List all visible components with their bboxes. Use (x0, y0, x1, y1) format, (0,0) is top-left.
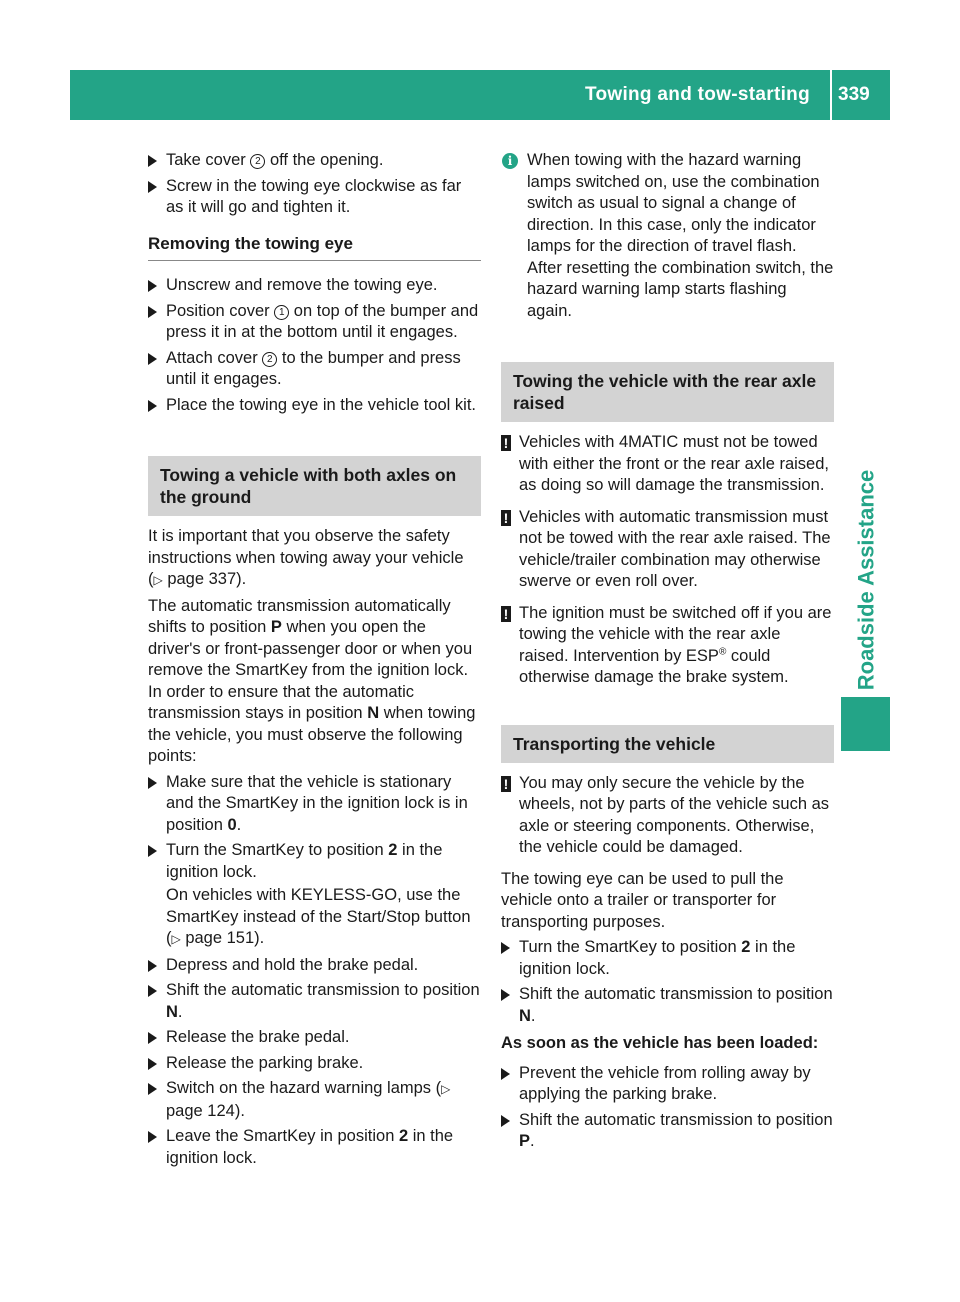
warning-text: You may only secure the vehicle by the wheels, not by parts of the vehicle such as axle or steering components. Otherwise, the vehicle could be damaged. (519, 773, 830, 856)
page-ref-arrow-icon: ▷ (171, 932, 181, 946)
info-note (501, 150, 834, 322)
para-text: It is important that you observe the safety instructions when towing away your vehicle ( (148, 527, 464, 588)
step-screw-in (148, 176, 481, 219)
position-label: 2 (388, 841, 398, 859)
side-tab-marker (841, 697, 890, 751)
para-text: when towing the vehicle, you must observe the following points: (148, 704, 476, 765)
step-text: Release the parking brake. (166, 1053, 364, 1072)
position-label: N (166, 1002, 178, 1021)
step-text: . (530, 1132, 535, 1150)
step-arrow-icon (148, 1032, 157, 1044)
warning-automatic (501, 507, 834, 593)
step-arrow-icon (148, 306, 157, 318)
page-ref-arrow-icon: ▷ (441, 1082, 451, 1096)
callout-2-icon: 2 (262, 352, 277, 367)
callout-2-icon: 2 (250, 154, 265, 169)
position-label: P (270, 618, 282, 636)
warning-secure-wheels (501, 773, 834, 859)
step-text: Unscrew and remove the towing eye. (166, 276, 438, 294)
step-text: Release the brake pedal. (166, 1028, 350, 1046)
step-text: Screw in the towing eye clockwise as far as it will go and tighten it. (166, 176, 462, 216)
section-heading-rear-axle: Towing the vehicle with the rear axle raised (501, 362, 834, 422)
position-label: 2 (398, 1127, 409, 1145)
step-text: Prevent the vehicle from rolling away by applying the parking brake. (519, 1063, 811, 1103)
step-text: in the ignition lock. (166, 841, 443, 881)
warning-icon: ! (501, 606, 511, 622)
step-leave-key (148, 1126, 481, 1169)
step-text: Switch on the hazard warning lamps ( (166, 1079, 442, 1097)
step-text: Attach cover (166, 348, 263, 367)
page-reference[interactable]: page 151 (185, 929, 255, 947)
step-text: Shift the automatic transmission to position (166, 981, 480, 999)
step-arrow-icon (148, 845, 157, 857)
step-arrow-icon (148, 1131, 157, 1143)
paragraph-automatic (148, 596, 481, 768)
step-position-cover (148, 301, 481, 344)
heading-loaded: As soon as the vehicle has been loaded: (501, 1034, 819, 1052)
info-icon: i (502, 153, 518, 169)
page-ref-arrow-icon: ▷ (153, 573, 163, 587)
step-take-cover (148, 150, 481, 172)
section-heading-both-axles: Towing a vehicle with both axles on the ground (148, 456, 481, 516)
position-label: 2 (741, 938, 751, 956)
step-text: Turn the SmartKey to position (519, 938, 742, 956)
step-place-eye (148, 395, 481, 417)
step-text: ). (234, 1101, 245, 1120)
step-text: in the ignition lock. (166, 1127, 454, 1167)
side-tab-label: Roadside Assistance (853, 469, 879, 691)
warning-ignition (501, 603, 834, 689)
step-shift-n-transport (501, 984, 834, 1027)
step-arrow-icon (148, 1083, 157, 1095)
warning-text: Vehicles with 4MATIC must not be towed with either the front or the rear axle raised, as doing so will damage the transmission. (519, 433, 829, 494)
para-text: ). (236, 570, 247, 588)
step-arrow-icon (148, 155, 157, 167)
para-text: when you open the driver's or front-passenger door or when you remove the SmartKey from the ignition lock. In order to ensure that the automatic transmission stays in position (148, 618, 473, 722)
step-arrow-icon (148, 960, 157, 972)
step-attach-cover (148, 348, 481, 391)
warning-icon: ! (501, 510, 511, 526)
callout-1-icon: 1 (274, 305, 289, 320)
step-arrow-icon (148, 353, 157, 365)
step-text: . (177, 1002, 183, 1021)
step-arrow-icon (501, 1115, 510, 1127)
warning-4matic (501, 432, 834, 497)
step-text: Take cover (166, 151, 251, 169)
step-text: Shift the automatic transmission to position (519, 1110, 833, 1129)
step-stationary (148, 772, 481, 837)
header-bar (70, 70, 890, 120)
position-label: N (367, 704, 380, 722)
info-text: When towing with the hazard warning lamps switched on, use the combination switch as usual to signal a change of direction. In this case, only the indicator lamps for the direction of travel flash. After resetting the combination switch, the hazard warning lamp starts flashing again. (527, 151, 834, 320)
section-heading-transporting: Transporting the vehicle (501, 725, 834, 763)
warning-text: could otherwise damage the brake system. (519, 646, 789, 686)
step-text: . (530, 1006, 536, 1025)
position-label: P (519, 1132, 531, 1150)
step-arrow-icon (148, 777, 157, 789)
warning-icon: ! (501, 776, 511, 792)
step-turn-key-transport (501, 937, 834, 980)
step-text: Depress and hold the brake pedal. (166, 955, 419, 974)
warning-text: The ignition must be switched off if you are towing the vehicle with the rear axle raised. Intervention by ESP (519, 603, 832, 665)
step-unscrew (148, 275, 481, 297)
step-text: on top of the bumper and press it in at the bottom until it engages. (166, 301, 479, 341)
note-text: On vehicles with KEYLESS-GO, use the SmartKey instead of the Start/Stop button ( (166, 886, 471, 947)
note-text: ). (254, 929, 265, 947)
step-text: Shift the automatic transmission to position (519, 985, 833, 1003)
step-text: off the opening. (265, 151, 384, 169)
step-turn-key (148, 840, 481, 883)
step-arrow-icon (501, 942, 510, 954)
step-arrow-icon (501, 1068, 510, 1080)
step-text: to the bumper and press until it engages. (166, 348, 461, 388)
step-release-brake-pedal (148, 1027, 481, 1049)
page-title: Towing and tow-starting (584, 84, 810, 105)
step-text: Make sure that the vehicle is stationary and the SmartKey in the ignition lock is in position (166, 772, 468, 834)
step-shift-p (501, 1110, 834, 1153)
para-text: The automatic transmission automatically shifts to position (148, 596, 451, 636)
step-shift-n (148, 980, 481, 1023)
page-reference[interactable]: page 337 (167, 570, 237, 588)
step-text: in the ignition lock. (519, 938, 796, 978)
step-hazard-lamps (148, 1078, 481, 1122)
keyless-go-note (148, 885, 481, 951)
warning-icon: ! (501, 435, 511, 451)
left-column (148, 150, 481, 1173)
header-divider (830, 70, 832, 120)
page-reference[interactable]: page 124 (166, 1101, 235, 1120)
position-label: 0 (227, 815, 237, 834)
step-arrow-icon (148, 280, 157, 292)
page-number: 339 (838, 84, 870, 105)
registered-mark: ® (718, 646, 727, 657)
step-text: Leave the SmartKey in position (166, 1127, 399, 1145)
section-heading-removing: Removing the towing eye (148, 233, 481, 262)
step-release-parking-brake (148, 1053, 481, 1075)
step-parking-brake (501, 1063, 834, 1106)
step-arrow-icon (501, 989, 510, 1001)
step-arrow-icon (148, 1058, 157, 1070)
warning-text: Vehicles with automatic transmission must not be towed with the rear axle raised. The vehicle/trailer combination may otherwise swerve or even roll over. (519, 507, 831, 590)
step-brake-pedal (148, 955, 481, 977)
step-arrow-icon (148, 400, 157, 412)
step-text: . (236, 815, 242, 834)
position-label: N (519, 1006, 531, 1025)
step-text: Place the towing eye in the vehicle tool kit. (166, 395, 477, 414)
step-text: Position cover (166, 301, 275, 320)
paragraph-towing-eye: The towing eye can be used to pull the vehicle onto a trailer or transporter for transporting purposes. (501, 869, 784, 931)
paragraph-safety (148, 526, 481, 592)
step-arrow-icon (148, 181, 157, 193)
right-column (501, 150, 834, 1157)
step-arrow-icon (148, 985, 157, 997)
step-text: Turn the SmartKey to position (166, 841, 389, 859)
